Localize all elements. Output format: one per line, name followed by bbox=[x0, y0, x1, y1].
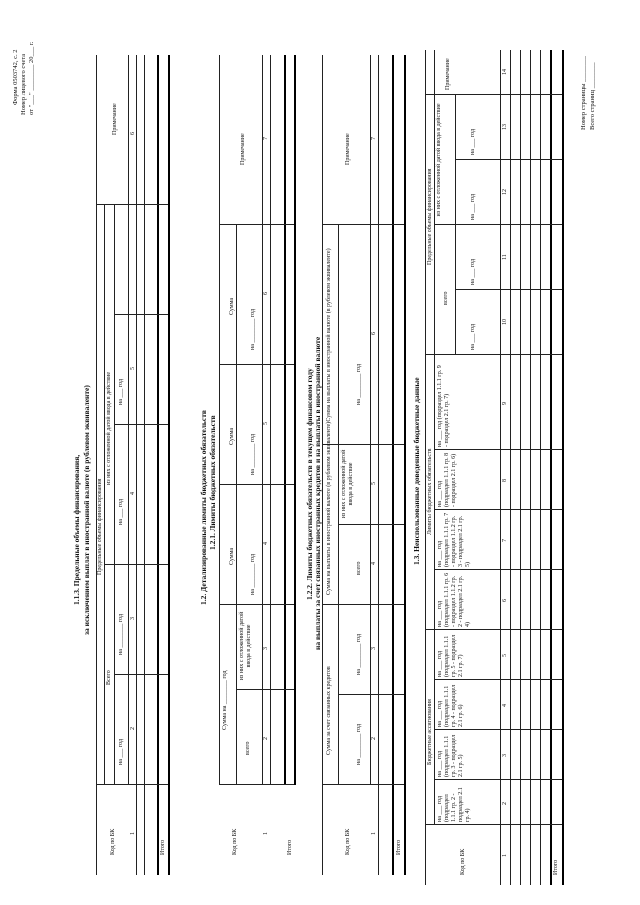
s12-summa2: Сумма bbox=[229, 428, 235, 445]
s113-n3: 3 bbox=[130, 617, 136, 620]
s113-subtitle: за исключением выплат в иностранной валюте (в рублевом эквиваленте) bbox=[82, 385, 91, 635]
s122-otl: из них с отложенной датой ввода в действие bbox=[341, 449, 354, 519]
s122-vsego: всего bbox=[356, 561, 362, 575]
s13-lbo1: на ___ год (подраздел 1.1.1 гр. 6 - подраздел 1.1.2 гр. 2 - подраздел 2.1 гр. 4) bbox=[437, 572, 471, 627]
footer-pages: Номер страницы ________ bbox=[580, 55, 587, 130]
s13-pof: Предельные объемы финансирования bbox=[427, 168, 433, 265]
s13-lbo4: на ___ год (подраздел 1.1.1 гр. 9 - подраздел 2.1 гр. 7) bbox=[437, 365, 450, 447]
s13-pof3: на ___ год bbox=[470, 193, 476, 220]
s12-vsego: всего bbox=[245, 741, 251, 755]
s122-h2: на ________ год bbox=[356, 633, 362, 675]
s13-n14: 14 bbox=[502, 69, 508, 75]
s122-title: 1.2.2. Лимиты бюджетных обязательств в текущем финансовом году bbox=[305, 368, 314, 600]
s13-n12: 12 bbox=[502, 189, 508, 195]
s122-n1: 1 bbox=[371, 832, 377, 835]
s113-title: 1.1.3. Предельные объемы финансирования, bbox=[72, 454, 81, 605]
s122-itogo: Итого bbox=[396, 839, 402, 855]
s13-itogo: Итого bbox=[553, 859, 559, 875]
s12-kod: Код по БК bbox=[232, 828, 238, 855]
s13-otl: из них с отложенной датой ввода в действие bbox=[436, 103, 442, 217]
s13-n5: 5 bbox=[502, 654, 508, 657]
s13-prim: Примечание bbox=[445, 58, 451, 90]
s122-n6: 6 bbox=[371, 332, 377, 335]
s122-svyaz: Сумма за счет связанных кредитов bbox=[326, 666, 332, 755]
s12-itogo: Итого bbox=[287, 839, 293, 855]
s113-h2: на ________ год bbox=[118, 613, 124, 655]
s113-prim: Примечание bbox=[112, 103, 118, 135]
s12-n3: 3 bbox=[263, 647, 269, 650]
s13-ba1: на ___ год (подраздел 1.1.1 гр. 2 - подраздел 2.1 гр. 4) bbox=[437, 787, 471, 822]
s122-n2: 2 bbox=[371, 737, 377, 740]
s12-n1: 1 bbox=[263, 832, 269, 835]
s13-n8: 8 bbox=[502, 479, 508, 482]
s12-n4: 4 bbox=[263, 542, 269, 545]
s12-prim: Примечание bbox=[240, 133, 246, 165]
s122-n4: 4 bbox=[371, 562, 377, 565]
s12-summa3: Сумма bbox=[229, 298, 235, 315]
s12-summa-na: Сумма на ________ год bbox=[222, 670, 228, 730]
s13-n4: 4 bbox=[502, 704, 508, 707]
s12-h1: на ________ год bbox=[250, 553, 256, 595]
s122-h3: на ________ год bbox=[356, 363, 362, 405]
s12-n6: 6 bbox=[263, 292, 269, 295]
s113-h3: на ___ год bbox=[118, 498, 124, 525]
s113-group: Предельные объемы финансирования bbox=[97, 478, 103, 575]
s12-subtitle: 1.2.1. Лимиты бюджетных обязательств bbox=[208, 415, 217, 550]
s113-vsego: Всего bbox=[106, 670, 112, 685]
s122-kod: Код по БК bbox=[345, 828, 351, 855]
s122-right: Сумма на выплаты в иностранной валюте (в рублевом эквиваленте) bbox=[326, 248, 332, 422]
s113-h4: на ___ год bbox=[118, 378, 124, 405]
s13-pof2: на ___ год bbox=[470, 258, 476, 285]
s13-n3: 3 bbox=[502, 754, 508, 757]
s13-n7: 7 bbox=[502, 539, 508, 542]
s13-n11: 11 bbox=[502, 254, 508, 260]
s113-n6: 6 bbox=[130, 132, 136, 135]
s113-itogo: Итого bbox=[160, 839, 166, 855]
s13-ba2: на ___ год (подраздел 1.1.1 гр. 3 - подраздел 2.1 гр. 5) bbox=[437, 734, 464, 777]
date-line: от "___" ________ 20___ г. bbox=[28, 41, 35, 115]
s13-n13: 13 bbox=[502, 124, 508, 130]
s12-n5: 5 bbox=[263, 422, 269, 425]
s12-h2: на ________ год bbox=[250, 433, 256, 475]
s12-otl: из них с отложенной датой ввода в действие bbox=[239, 611, 252, 681]
s12-n7: 7 bbox=[263, 137, 269, 140]
s12-title: 1.2. Детализированные лимиты бюджетных обязательств bbox=[199, 410, 208, 605]
s13-n10: 10 bbox=[502, 319, 508, 325]
s122-inval: Сумма на выплаты в иностранной валюте (в рублевом эквиваленте) bbox=[326, 421, 332, 595]
s113-n2: 2 bbox=[130, 727, 136, 730]
s13-kod: Код по БК bbox=[460, 848, 466, 875]
s13-vsego: всего bbox=[443, 291, 449, 305]
s13-ba3: на ___ год (подраздел 1.1.1 гр. 4 - подраздел 2.1 гр. 6) bbox=[437, 684, 464, 727]
s13-pof4: на ___ год bbox=[470, 128, 476, 155]
account-number-label: Номер лицевого счета bbox=[20, 53, 27, 115]
s13-pof1: на ___ год bbox=[470, 323, 476, 350]
s12-h3: на ________ год bbox=[250, 308, 256, 350]
s122-n7: 7 bbox=[371, 137, 377, 140]
s122-n3: 3 bbox=[371, 647, 377, 650]
s13-n6: 6 bbox=[502, 599, 508, 602]
s12-summa1: Сумма bbox=[229, 548, 235, 565]
s113-n4: 4 bbox=[130, 492, 136, 495]
s122-subtitle: на выплаты за счет связанных иностранных кредитов и на выплаты в иностранной валюте bbox=[313, 336, 322, 650]
s13-n9: 9 bbox=[502, 402, 508, 405]
s13-ba4: на ___ год (подраздел 1.1.1 гр. 5 - подраздел 2.1 гр. 7) bbox=[437, 634, 464, 677]
s13-n1: 1 bbox=[502, 854, 508, 857]
form-label: Форма 0503742, с. 2 bbox=[12, 49, 19, 105]
s13-bud-assign: Бюджетные ассигнования bbox=[427, 699, 433, 765]
s122-prim: Примечание bbox=[345, 133, 351, 165]
s113-kod: Код по БК bbox=[110, 828, 116, 855]
s113-otl: из них с отложенной датой ввода в действие bbox=[106, 371, 112, 485]
s122-n5: 5 bbox=[371, 482, 377, 485]
s113-h1: на ___ год bbox=[118, 738, 124, 765]
s113-n5: 5 bbox=[130, 367, 136, 370]
s12-n2: 2 bbox=[263, 737, 269, 740]
s13-lbo: Лимиты бюджетных обязательств bbox=[427, 448, 433, 535]
s13-n2: 2 bbox=[502, 802, 508, 805]
s13-lbo3: на ___ год (подраздел 1.1.1 гр. 8 - подраздел 2.1 гр. 6) bbox=[437, 452, 457, 507]
s13-lbo2: на ___ год (подраздел 1.1.1 гр. 7 - подраздел 1.1.2 гр. 3 - подраздел 2.1 гр. 5) bbox=[437, 512, 471, 567]
s122-h1: на ________ год bbox=[356, 723, 362, 765]
s113-n1: 1 bbox=[130, 832, 136, 835]
footer-total: Всего страниц ________ bbox=[589, 62, 596, 130]
s13-title: 1.3. Неиспользованные доведенные бюджетные данные bbox=[412, 377, 421, 565]
